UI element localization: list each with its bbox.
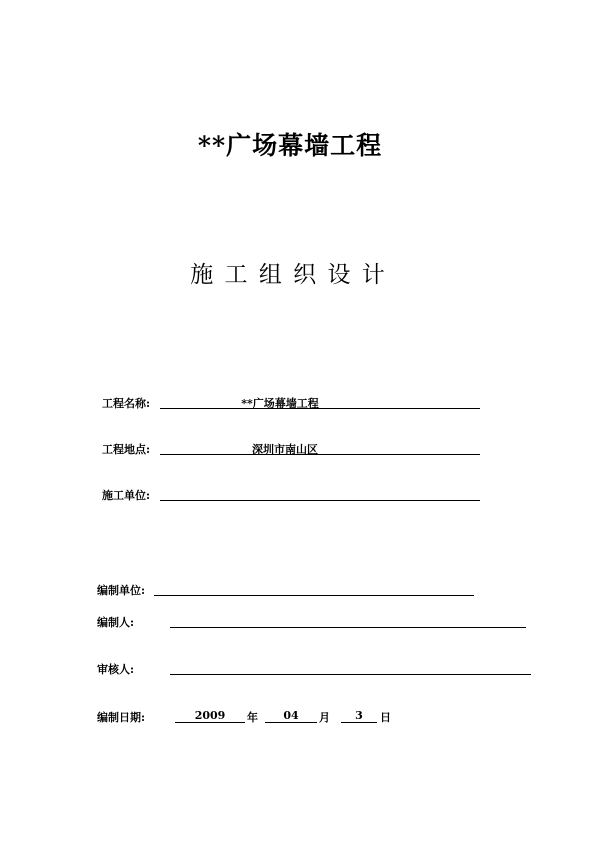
date-row (97, 709, 397, 727)
document-title: **广场幕墙工程 (197, 131, 383, 160)
project-location-field[interactable] (160, 441, 480, 455)
day-value: 3 (355, 709, 363, 722)
author-field[interactable] (170, 614, 526, 628)
project-name-label: 工程名称: (102, 397, 151, 410)
compile-unit-field[interactable] (154, 582, 474, 596)
reviewer-label: 审核人: (97, 663, 135, 676)
month-unit: 月 (319, 711, 330, 724)
compile-unit-label: 编制单位: (97, 584, 146, 597)
document-subtitle: 施 工 组 织 设 计 (190, 262, 386, 288)
month-value: 04 (283, 709, 299, 722)
month-field[interactable] (265, 709, 317, 723)
author-label: 编制人: (97, 616, 135, 629)
reviewer-field[interactable] (170, 661, 531, 675)
compile-unit-row (97, 582, 477, 600)
year-value: 2009 (194, 709, 226, 722)
day-field[interactable] (341, 709, 377, 723)
project-location-value: 深圳市南山区 (252, 443, 318, 456)
contractor-row (102, 487, 482, 505)
contractor-label: 施工单位: (102, 489, 151, 502)
day-unit: 日 (380, 711, 391, 724)
project-location-label: 工程地点: (102, 443, 151, 456)
year-unit: 年 (247, 711, 258, 724)
contractor-field[interactable] (160, 487, 480, 501)
date-label: 编制日期: (97, 711, 146, 724)
project-name-field[interactable] (160, 395, 480, 409)
project-name-value: **广场幕墙工程 (241, 397, 319, 410)
project-location-row (102, 441, 482, 459)
author-row (97, 614, 529, 632)
reviewer-row (97, 661, 533, 679)
year-field[interactable] (175, 709, 245, 723)
project-name-row (102, 395, 482, 413)
